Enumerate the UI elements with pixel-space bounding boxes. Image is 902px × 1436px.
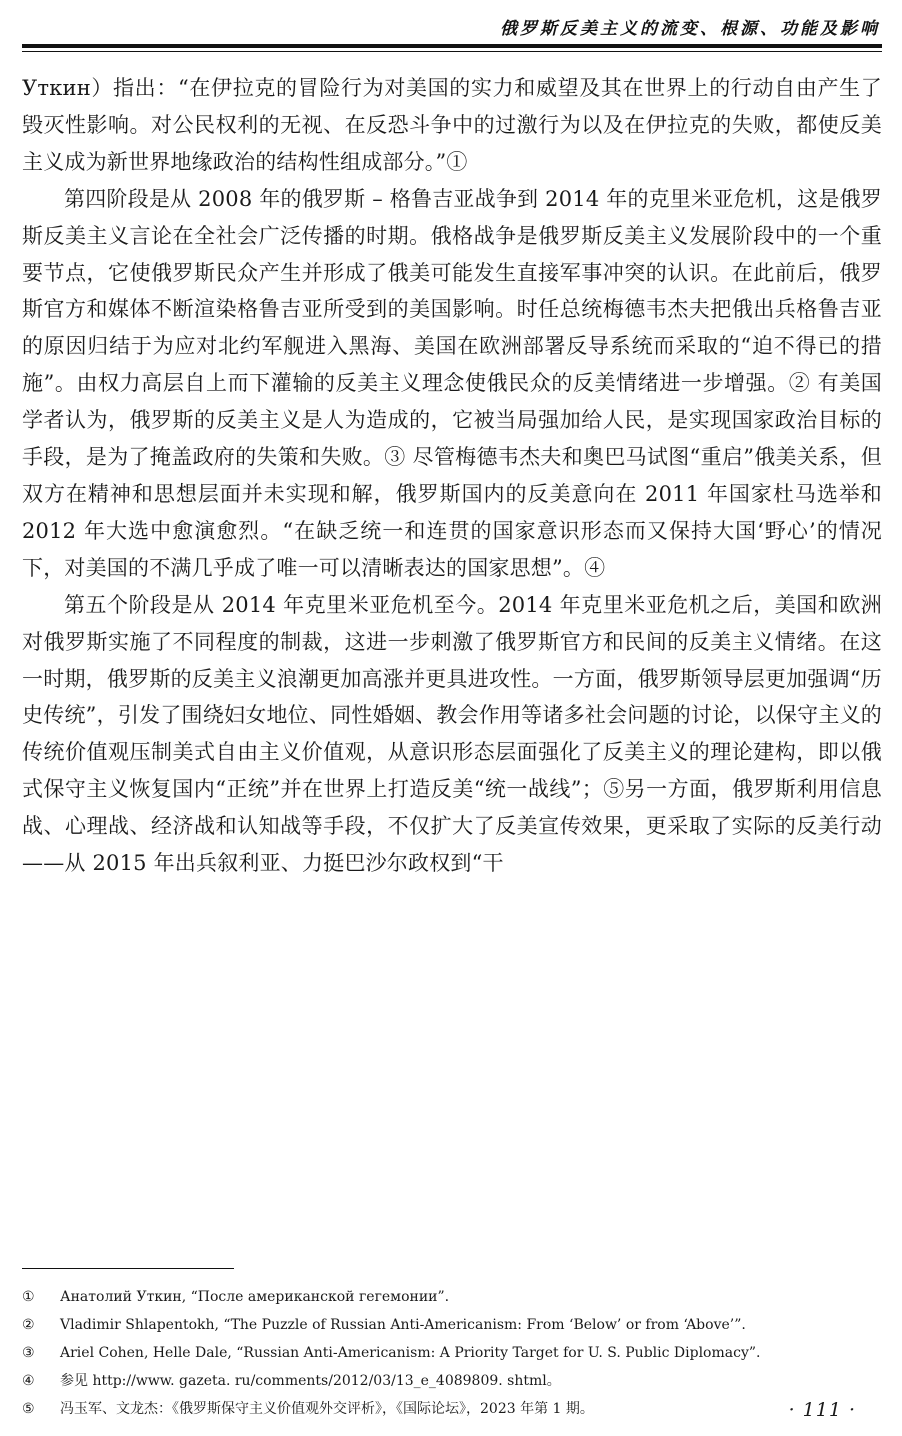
footnote-text: Vladimir Shlapentokh, “The Puzzle of Russian Anti-Americanism: From ‘Below’ or from ‘Above’”.	[60, 1317, 746, 1333]
footnote-text: Ariel Cohen, Helle Dale, “Russian Anti-Americanism: A Priority Target for U. S. Public Diplomacy”.	[60, 1345, 761, 1361]
body-text	[22, 70, 882, 882]
running-header: 俄罗斯反美主义的流变、根源、功能及影响	[500, 19, 880, 39]
footnote-marker: ③	[22, 1345, 35, 1361]
footnote	[22, 1311, 882, 1339]
footnote-separator	[22, 1268, 234, 1269]
footnote-marker: ②	[22, 1317, 35, 1333]
header-rule-thick	[22, 44, 882, 48]
footnote-text: 冯玉军、文龙杰：《俄罗斯保守主义价值观外交评析》，《国际论坛》，2023 年第 1 期。	[60, 1401, 594, 1417]
footnotes	[22, 1283, 882, 1423]
footnote-text: Анатолий Уткин, “После американской гегемонии”.	[60, 1289, 450, 1305]
header-rule-thin	[22, 51, 882, 52]
page-number: · 111 ·	[788, 1399, 856, 1421]
footnote-marker: ④	[22, 1373, 35, 1389]
body-paragraph: 第四阶段是从 2008 年的俄罗斯 – 格鲁吉亚战争到 2014 年的克里米亚危机，这是俄罗斯反美主义言论在全社会广泛传播的时期。俄格战争是俄罗斯反美主义发展阶段中的一个重要节点，它使俄罗斯民众产生并形成了俄美可能发生直接军事冲突的认识。在此前后，俄罗斯官方和媒体不断渲染格鲁吉亚所受到的美国影响。时任总统梅德韦杰夫把俄出兵格鲁吉亚的原因归结于为应对北约军舰进入黑海、美国在欧洲部署反导系统而采取的“迫不得已的措施”。由权力高层自上而下灌输的反美主义理念使俄民众的反美情绪进一步增强。② 有美国学者认为，俄罗斯的反美主义是人为造成的，它被当局强加给人民，是实现国家政治目标的手段，是为了掩盖政府的失策和失败。③ 尽管梅德韦杰夫和奥巴马试图“重启”俄美关系，但双方在精神和思想层面并未实现和解，俄罗斯国内的反美意向在 2011 年国家杜马选举和 2012 年大选中愈演愈烈。“在缺乏统一和连贯的国家意识形态而又保持大国‘野心’的情况下，对美国的不满几乎成了唯一可以清晰表达的国家思想”。④	[22, 186, 882, 580]
footnote-text: 参见 http://www. gazeta. ru/comments/2012/03/13_e_4089809. shtml。	[60, 1373, 561, 1389]
body-paragraph: 第五个阶段是从 2014 年克里米亚危机至今。2014 年克里米亚危机之后，美国和欧洲对俄罗斯实施了不同程度的制裁，这进一步刺激了俄罗斯官方和民间的反美主义情绪。在这一时期，俄罗斯的反美主义浪潮更加高涨并更具进攻性。一方面，俄罗斯领导层更加强调“历史传统”，引发了围绕妇女地位、同性婚姻、教会作用等诸多社会问题的讨论，以保守主义的传统价值观压制美式自由主义价值观，从意识形态层面强化了反美主义的理论建构，即以俄式保守主义恢复国内“正统”并在世界上打造反美“统一战线”；⑤另一方面，俄罗斯利用信息战、心理战、经济战和认知战等手段，不仅扩大了反美宣传效果，更采取了实际的反美行动——从 2015 年出兵叙利亚、力挺巴沙尔政权到“干	[22, 592, 882, 876]
footnote	[22, 1283, 882, 1311]
footnote	[22, 1367, 882, 1395]
body-paragraph: Уткин）指出：“在伊拉克的冒险行为对美国的实力和威望及其在世界上的行动自由产生了毁灭性影响。对公民权利的无视、在反恐斗争中的过激行为以及在伊拉克的失败，都使反美主义成为新世界地缘政治的结构性组成部分。”①	[22, 76, 882, 174]
footnote-marker: ①	[22, 1289, 35, 1305]
footnote-marker: ⑤	[22, 1401, 35, 1417]
footnote	[22, 1395, 882, 1423]
footnote	[22, 1339, 882, 1367]
